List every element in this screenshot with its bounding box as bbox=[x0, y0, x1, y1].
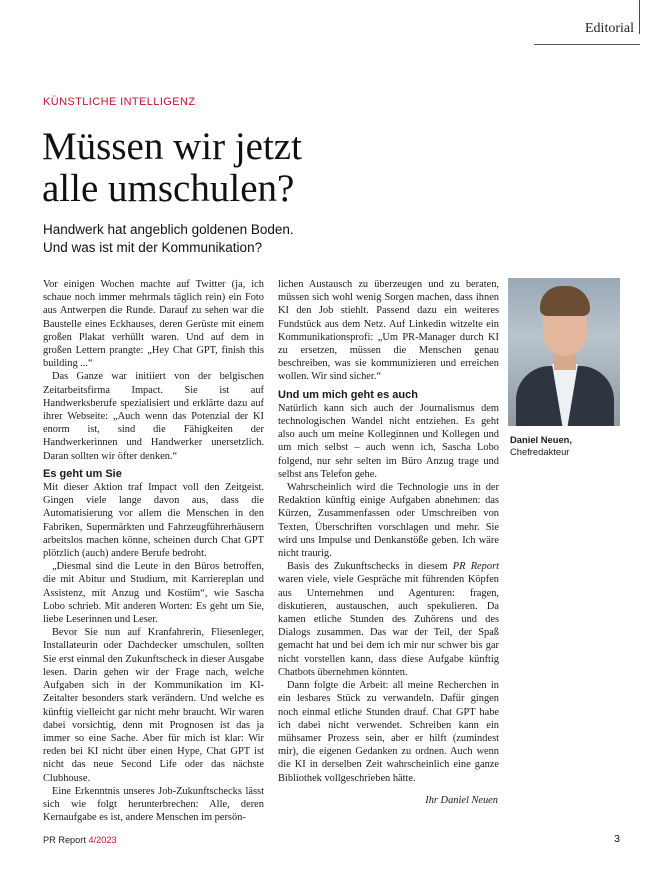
paragraph: Das Ganze war initiiert von der belgischen Zeitarbeitsfirma Impact. Sie ist auf Handwerksberufe spezialisiert und erklärte dazu auf ihrer Webseite: „Auch wenn das Potenzial der KI enorm ist, sind die Fähigkeiten der Handwerkerinnen und Handwerker unersetzlich. Daran sollten wir öfter denken.“ bbox=[43, 371, 264, 462]
paragraph: Vor einigen Wochen machte auf Twitter (ja, ich schaue noch immer mehrmals täglich rein) ein Foto aus Antwerpen die Runde. Darauf zu sehen war die Baustelle eines Eckhauses, deren Gerüste mit einem großen Plakat verhüllt waren. Und auf dem in großen Lettern prangte: „Hey Chat GPT, finish this building ...“ bbox=[43, 279, 264, 370]
headline-line-1: Müssen wir jetzt bbox=[42, 125, 302, 168]
paragraph: Natürlich kann sich auch der Journalismus dem technologischen Wandel nicht entziehen. Es geht also auch um meine Kolleginnen und Kollegen und um mich selbst – auch wenn ich, Sascha Lobo folgend, nur sehr selten im Büro Anzug trage und selbst ans Telefon gehe. bbox=[278, 402, 499, 480]
subhead-line-1: Handwerk hat angeblich goldenen Boden. bbox=[43, 222, 294, 237]
article-kicker: KÜNSTLICHE INTELLIGENZ bbox=[43, 96, 196, 108]
caption-role: Chefredakteur bbox=[510, 446, 570, 457]
article-column-1 bbox=[43, 278, 264, 824]
headline-line-2: alle umschulen? bbox=[42, 167, 295, 210]
author-signature: Ihr Daniel Neuen bbox=[425, 795, 498, 806]
portrait-hair bbox=[540, 286, 590, 316]
paragraph: lichen Austausch zu überzeugen und zu beraten, müssen sich wohl wenig Sorgen machen, dass ihnen KI den Job stiehlt. Passend dazu ein weiteres Fundstück aus dem Netz. Auf Linkedin witzelte ein Kommunikationsprofi: „Um PR-Manager durch KI zu ersetzen, müssen die Menschen genau beschreiben, was sie kommunizieren und erreichen wollen. Wir sind sicher.“ bbox=[278, 279, 499, 383]
paragraph: Bevor Sie nun auf Kranfahrerin, Fliesenleger, Installateurin oder Dachdecker umschulen, sollten Sie erst einmal den Zukunftscheck in dieser Ausgabe lesen. Darin gehen wir der Frage nach, welche Aufgaben sich in der Kommunikation im KI-Zeitalter besonders stark verändern. Und welche es künftig vielleicht gar nicht mehr braucht. Wir waren dabei vorsichtig, denn mit Prognosen ist das ja immer so eine Sache. Aber für mich ist klar: Wir reden bei KI nicht über einen Hype, Chat GPT ist nicht das neue Second Life oder das nächste Clubhouse. bbox=[43, 627, 264, 784]
text-run: waren viele, viele Gespräche mit führenden Köpfen aus Unternehmen und Agenturen: fragen, diskutieren, austauschen, auch spekulieren. Da kamen etliche Stunden des Zuhörens und des Dialogs zusammen. Das war der Teil, der Spaß gemacht hat und bei dem ich mir nur schwer bis gar nicht vorstellen kann, dass diese Aufgabe künftig Chatbots übernehmen könnten. bbox=[278, 574, 499, 678]
section-header bbox=[534, 0, 654, 46]
paragraph: Eine Erkenntnis unseres Job-Zukunftschecks lässt sich wie folgt herunterbrechen: Alle, deren Kernaufgabe es ist, andere Menschen im persön- bbox=[43, 785, 264, 824]
footer-publication bbox=[43, 835, 117, 845]
subheading: Und um mich geht es auch bbox=[278, 388, 418, 401]
section-divider bbox=[534, 44, 640, 45]
paragraph: Dann folgte die Arbeit: all meine Recherchen in ein lesbares Stück zu verwandeln. Dafür gingen noch einmal etliche Stunden drauf. Chat GPT habe ich dabei nicht verwendet. Schreiben kann ein mühsamer Prozess sein, aber er hilft (zumindest mir), die eigenen Gedanken zu ordnen. Auch wenn die KI in derselben Zeit wahrscheinlich eine ganze Bibliothek vollgeschrieben hätte. bbox=[278, 680, 499, 784]
paragraph: Wahrscheinlich wird die Technologie uns in der Redaktion künftig einige Aufgaben abnehmen: das Kürzen, Zusammenfassen oder Umschreiben von Texten, Überschriften vorschlagen und mehr. Sie wird uns Impulse und Denkanstöße geben. Ich wäre nicht traurig. bbox=[278, 482, 499, 560]
paragraph: Mit dieser Aktion traf Impact voll den Zeitgeist. Gingen viele lange davon aus, dass die Automatisierung vor allem die Menschen in den Fabriken, Supermärkten und Fahrzeugführerhäusern arbeitslos machen könne, scheinen durch Chat GPT plötzlich (auch) andere Berufe bedroht. bbox=[43, 482, 264, 560]
article-headline bbox=[42, 126, 502, 210]
text-run: Basis des Zukunftschecks in diesem bbox=[287, 561, 453, 573]
footer-issue: 4/2023 bbox=[88, 835, 117, 845]
paragraph: „Diesmal sind die Leute in den Büros betroffen, die mit Abitur und Studium, mit Karriereplan und Assistenz, mit Anzug und Kostüm“, wie Sascha Lobo schrieb. Mit anderen Worten: Es geht um Sie, liebe Leserinnen und Leser. bbox=[43, 561, 264, 626]
section-label: Editorial bbox=[585, 21, 634, 36]
article-subhead bbox=[43, 221, 443, 257]
footer-publication-name: PR Report bbox=[43, 835, 86, 845]
article-column-2 bbox=[278, 278, 499, 785]
section-accent-rule bbox=[639, 0, 641, 34]
author-portrait bbox=[508, 278, 620, 426]
paragraph bbox=[278, 560, 499, 679]
portrait-caption bbox=[510, 434, 572, 458]
page-number: 3 bbox=[614, 833, 620, 845]
subhead-line-2: Und was ist mit der Kommunikation? bbox=[43, 240, 263, 255]
caption-name: Daniel Neuen, bbox=[510, 434, 572, 445]
publication-name: PR Report bbox=[452, 561, 499, 573]
subheading: Es geht um Sie bbox=[43, 467, 122, 480]
